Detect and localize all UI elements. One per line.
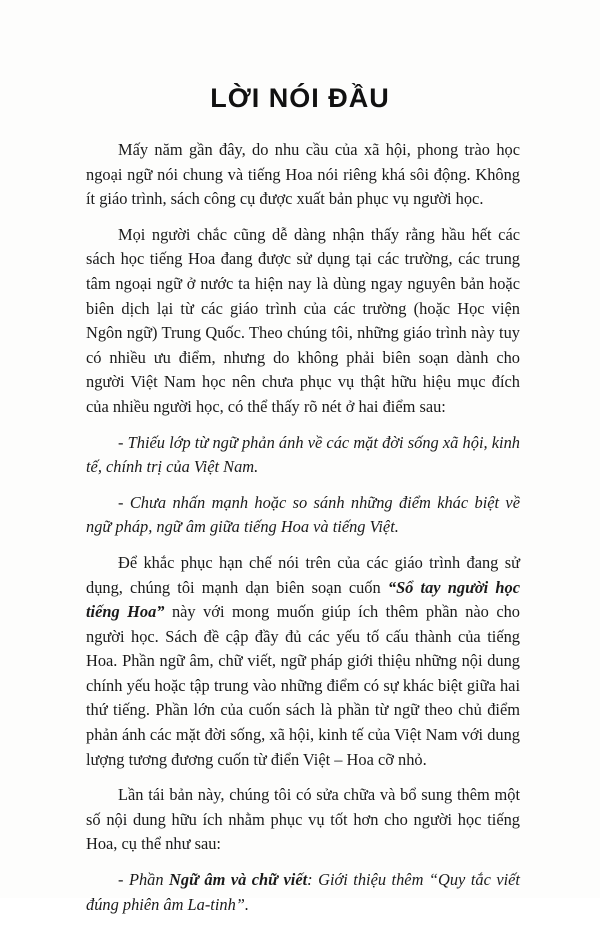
bullet-point-2: - Chưa nhấn mạnh hoặc so sánh những điểm khác biệt về ngữ pháp, ngữ âm giữa tiếng Hoa và tiếng Việt. — [86, 492, 520, 537]
bullet-point-3 — [86, 868, 520, 917]
page-title: LỜI NÓI ĐẦU — [210, 83, 390, 113]
bullet-point-1: - Thiếu lớp từ ngữ phản ánh về các mặt đời sống xã hội, kinh tế, chính trị của Việt Nam. — [86, 432, 520, 477]
paragraph-purpose-end: này với mong muốn giúp ích thêm phần nào cho người học. Sách đề cập đầy đủ các yếu tố cấu thành của tiếng Hoa. Phần ngữ âm, chữ viết, ngữ pháp giới thiệu những nội dung chính yếu hoặc tập trung vào những điểm có sự khác biệt giữa hai thứ tiếng. Phần lớn của cuốn sách là phần từ ngữ theo chủ điểm phản ánh các mặt đời sống, xã hội, kinh tế của Việt Nam với dung lượng tương đương cuốn từ điển Việt – Hoa cỡ nhỏ. — [86, 602, 520, 769]
book-title: “Sổ tay người học tiếng Hoa” — [86, 577, 521, 622]
bullet-point-3-end: : Giới thiệu thêm “Quy tắc viết đúng phiên âm La-tinh”. — [86, 870, 520, 914]
preface-body — [86, 138, 520, 928]
bullet-point-3-start: - Phần — [118, 870, 170, 890]
section-name: Ngữ âm và chữ viết — [169, 870, 308, 890]
paragraph-purpose-start: Để khắc phục hạn chế nói trên của các giáo trình đang sử dụng, chúng tôi mạnh dạn biên soạn cuốn — [86, 552, 520, 597]
paragraph-observation: Mọi người chắc cũng dễ dàng nhận thấy rằng hầu hết các sách học tiếng Hoa đang được sử dụng tại các trường, các trung tâm ngoại ngữ ở nước ta hiện nay là dùng ngay nguyên bản hoặc biên dịch lại từ các giáo trình của các trường (hoặc Học viện Ngôn ngữ) Trung Quốc. Theo chúng tôi, những giáo trình này tuy có nhiều ưu điểm, nhưng do không phải biên soạn dành cho người Việt Nam học nên chưa phục vụ thật hữu hiệu mục đích của nhiều người học, có thể thấy rõ nét ở hai điểm sau: — [86, 224, 520, 416]
paragraph-purpose — [86, 551, 520, 772]
paragraph-reprint: Lần tái bản này, chúng tôi có sửa chữa và bổ sung thêm một số nội dung hữu ích nhằm phục vụ tốt hơn cho người học tiếng Hoa, cụ thể như sau: — [86, 785, 520, 854]
paragraph-intro: Mấy năm gần đây, do nhu cầu của xã hội, phong trào học ngoại ngữ nói chung và tiếng Hoa nói riêng khá sôi động. Không ít giáo trình, sách công cụ được xuất bản phục vụ người học. — [86, 140, 520, 209]
